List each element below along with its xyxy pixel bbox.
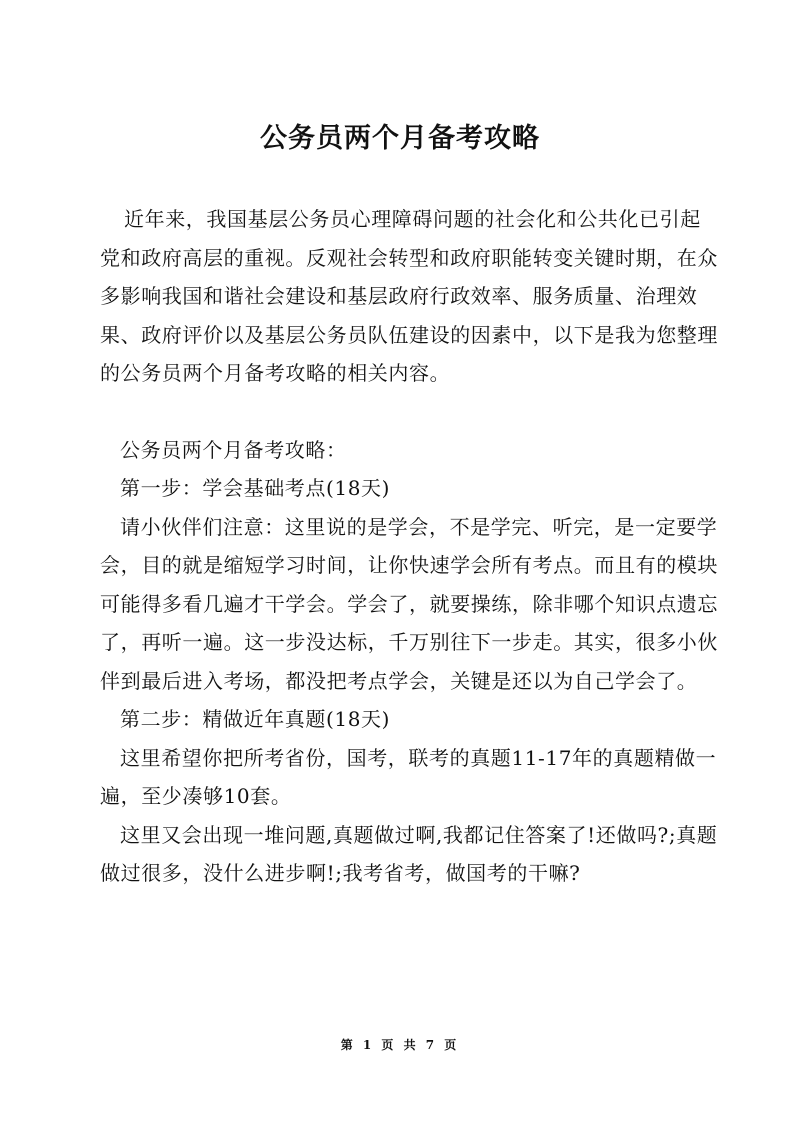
- section-heading: 公务员两个月备考攻略：: [120, 437, 347, 462]
- questions-paragraph: 这里又会出现一堆问题,真题做过啊,我都记住答案了!还做吗?;真题做过很多，没什么进步啊!;我考省考，做国考的干嘛?: [100, 822, 718, 885]
- step-two-paragraph: 这里希望你把所考省份，国考，联考的真题11-17年的真题精做一遍，至少凑够10套。: [100, 745, 717, 808]
- step-two-heading: 第二步：精做近年真题(18天): [120, 707, 391, 731]
- intro-paragraph: 近年来，我国基层公务员心理障碍问题的社会化和公共化已引起党和政府高层的重视。反观社会转型和政府职能转变关键时期，在众多影响我国和谐社会建设和基层政府行政效率、服务质量、治理效果、政府评价以及基层公务员队伍建设的因素中，以下是我为您整理的公务员两个月备考攻略的相关内容。: [100, 207, 718, 385]
- page-footer: 第 1 页 共 7 页: [340, 1038, 460, 1052]
- step-one-heading: 第一步：学会基础考点(18天): [120, 476, 391, 500]
- paragraph-gap: [100, 393, 720, 431]
- document-title: 公务员两个月备考攻略: [260, 123, 540, 154]
- document-body: [100, 200, 720, 893]
- step-one-paragraph: 请小伙伴们注意：这里说的是学会，不是学完、听完，是一定要学会，目的就是缩短学习时间，让你快速学会所有考点。而且有的模块可能得多看几遍才干学会。学会了，就要操练，除非哪个知识点遗忘了，再听一遍。这一步没达标，千万别往下一步走。其实，很多小伙伴到最后进入考场，都没把考点学会，关键是还以为自己学会了。: [100, 514, 718, 693]
